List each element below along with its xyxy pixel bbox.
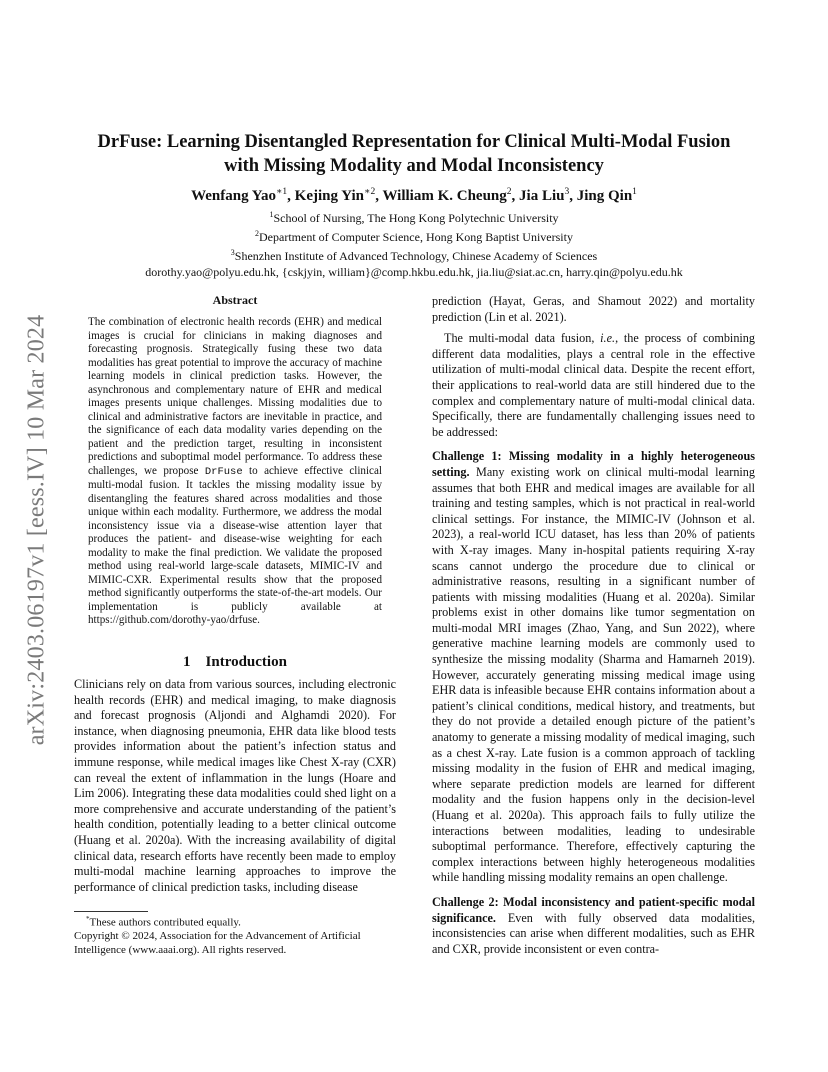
affiliations [74, 207, 754, 280]
abstract-block [88, 293, 382, 628]
challenge-2-paragraph [432, 895, 755, 957]
author-mark: 2 [506, 187, 512, 197]
abstract-text-part: The combination of electronic health records (EHR) and medical images is crucial for clinicians in making diagnoses and forecasting prognosis. Strategically fusing these two data modalities has great potential to improve the accuracy of machine learning models in clinical prediction tasks. However, the asynchronous and complementary nature of EHR and medical images presents unique challenges. Missing modalities due to clinical and administrative factors are inevitable in practice, and the significance of each data modality varies depending on the patient and the prediction target, resulting in inconsistent predictions and suboptimal model performance. To address these challenges, we propose [88, 316, 382, 477]
footnote-rule [74, 911, 148, 912]
affiliation-text: Department of Computer Science, Hong Kong Baptist University [259, 230, 573, 244]
paragraph-text: , the process of combining different data modalities, plays a central role in the effective utilization of multi-modal clinical data. Despite the recent effort, their applications to real-world data are still hindered due to the complex and complementary nature of multi-modal clinical data. Specifically, there are fundamentally challenging issues need to be addressed: [432, 331, 755, 439]
author-name: Jing Qin [576, 188, 633, 204]
abstract-text-part: to achieve effective clinical multi-modal fusion. It tackles the missing modality issue by disentangling the features shared across modalities and those unique within each modality. Furthermore, we address the modal inconsistency issue via a disease-wise attention layer that produces the patient- and disease-wise weighting for each modality to make the final prediction. We validate the proposed method using real-world large-scale datasets, MIMIC-IV and MIMIC-CXR. Experimental results show that the proposed method significantly outperforms the state-of-the-art models. Our implementation is publicly available at https://github.com/dorothy-yao/drfuse. [88, 464, 382, 626]
footnote-equal-contribution [74, 913, 396, 930]
author-mark: ∗1 [275, 187, 288, 197]
arxiv-id: arXiv:2403.06197v1 [eess.IV] 10 Mar 2024 [23, 314, 50, 746]
affiliation-2 [74, 226, 754, 245]
affiliation-mark: 3 [230, 248, 235, 257]
author-name: Jia Liu [519, 188, 565, 204]
author-mark: 3 [564, 187, 570, 197]
challenge-1-paragraph [432, 449, 755, 886]
abstract-text [88, 316, 382, 628]
intro-paragraph-2 [432, 331, 755, 440]
challenge-2-text: Even with fully observed data modalities, inconsistencies can arise when different modalities, such as EHR and CXR, provide inconsistent or even contra- [432, 910, 755, 956]
paragraph-text: The multi-modal data fusion, [444, 331, 601, 346]
section-title: Introduction [205, 654, 287, 670]
affiliation-text: School of Nursing, The Hong Kong Polytechnic University [273, 211, 559, 225]
challenge-1-text: Many existing work on clinical multi-modal learning assumes that both EHR and medical images are available for all training and testing samples, which is not practical in real-world clinical settings. For instance, the MIMIC-IV (Johnson et al. 2023), a real-world ICU dataset, has less than 20% of patients with X-ray images. Many in-hospital patients requiring X-ray scans cannot undergo the procedure due to clinical or administrative reasons, resulting in a significant number of patients with missing modalities (Huang et al. 2020a). Similar problems exist in other domains like tumor segmentation on multi-modal MRI images (Zhao, Yang, and Sun 2022), where generative machine learning models are commonly used to synthesize the missing modality (Sharma and Hamarneh 2019). However, accurately generating missing medical image using EHR data is infeasible because EHR contains information about a patient’s clinical conditions, medical history, and treatments, but they do not provide a detailed enough picture of the patient’s anatomy to generate a missing modality of medical imaging, such as a chest X-ray. Late fusion is a common approach of tackling missing modality in the fusion of EHR and medical imaging, where separate prediction models are learned for different modality and the fusion happens only in the decision-level (Huang et al. 2020a). This approach fails to fully utilize the interactions between modalities, leading to undesirable suboptimal performance. Therefore, effectively capturing the complex interactions between highly heterogeneous modalities while handling missing modality remains an open challenge. [432, 464, 755, 885]
challenge-2-title: Challenge 2: Modal inconsistency and patient-specific modal significance. [432, 894, 755, 925]
author-mark: ∗2 [363, 187, 376, 197]
challenge-1-title: Challenge 1: Missing modality in a highly heterogeneous setting. [432, 449, 755, 479]
footnote-block [74, 913, 396, 957]
paper-title [74, 130, 754, 178]
author-name: Wenfang Yao [191, 188, 276, 204]
introduction-body [74, 677, 396, 895]
author-name: Kejing Yin [294, 188, 364, 204]
affiliation-mark: 2 [255, 229, 260, 238]
footnote-text: These authors contributed equally. [89, 916, 241, 929]
affiliation-1 [74, 207, 754, 226]
method-name: DrFuse [204, 465, 243, 478]
copyright-notice: Copyright © 2024, Association for the Advancement of Artificial Intelligence (www.aaai.org). All rights reserved. [74, 930, 361, 956]
section-number: 1 [183, 654, 191, 670]
title-line-2: with Missing Modality and Modal Inconsistency [224, 156, 604, 176]
affiliation-text: Shenzhen Institute of Advanced Technology, Chinese Academy of Sciences [234, 249, 598, 263]
author-mark: 1 [632, 187, 637, 197]
author-emails: dorothy.yao@polyu.edu.hk, {cskjyin, william}@comp.hkbu.edu.hk, jia.liu@siat.ac.cn, harry.qin@polyu.edu.hk [145, 265, 683, 279]
footnote-mark: * [86, 915, 90, 923]
section-heading-introduction [74, 654, 396, 671]
intro-paragraph-1: Clinicians rely on data from various sources, including electronic health records (EHR) and medical imaging, to make diagnosis and forecast prognosis (Aljondi and Alghamdi 2020). For instance, when diagnosing pneumonia, EHR data like blood tests provides information about the patient’s infection status and immune response, while medical images like Chest X-ray (CXR) can reveal the extent of inflammation in the lungs (Hoare and Lim 2006). Integrating these data modalities could shed light on a more comprehensive and accurate understanding of the patient’s health condition, potentially leading to a better clinical outcome (Huang et al. 2020a). With the increasing availability of digital clinical data, research efforts have recently been made to employ multi-modal machine learning approaches to improve the performance of clinical prediction tasks, including disease [74, 677, 396, 894]
author-list: Wenfang Yao$^{∗1}$, Kejing Yin$^{∗2}$, William K. Cheung$^2$, Jia Liu$^3$, Jing Qin$^1$ [191, 187, 637, 204]
intro-paragraph-continued: prediction (Hayat, Geras, and Shamout 2022) and mortality prediction (Lin et al. 2021). [432, 294, 755, 324]
affiliation-mark: 1 [269, 210, 274, 219]
right-column [432, 294, 755, 957]
title-line-1: DrFuse: Learning Disentangled Representation for Clinical Multi-Modal Fusion [97, 132, 731, 152]
abstract-heading: Abstract [212, 293, 258, 307]
author-name: William K. Cheung [382, 188, 507, 204]
arxiv-side-label [22, 285, 52, 775]
affiliation-3 [74, 245, 754, 264]
italic-ie: i.e. [600, 331, 616, 346]
